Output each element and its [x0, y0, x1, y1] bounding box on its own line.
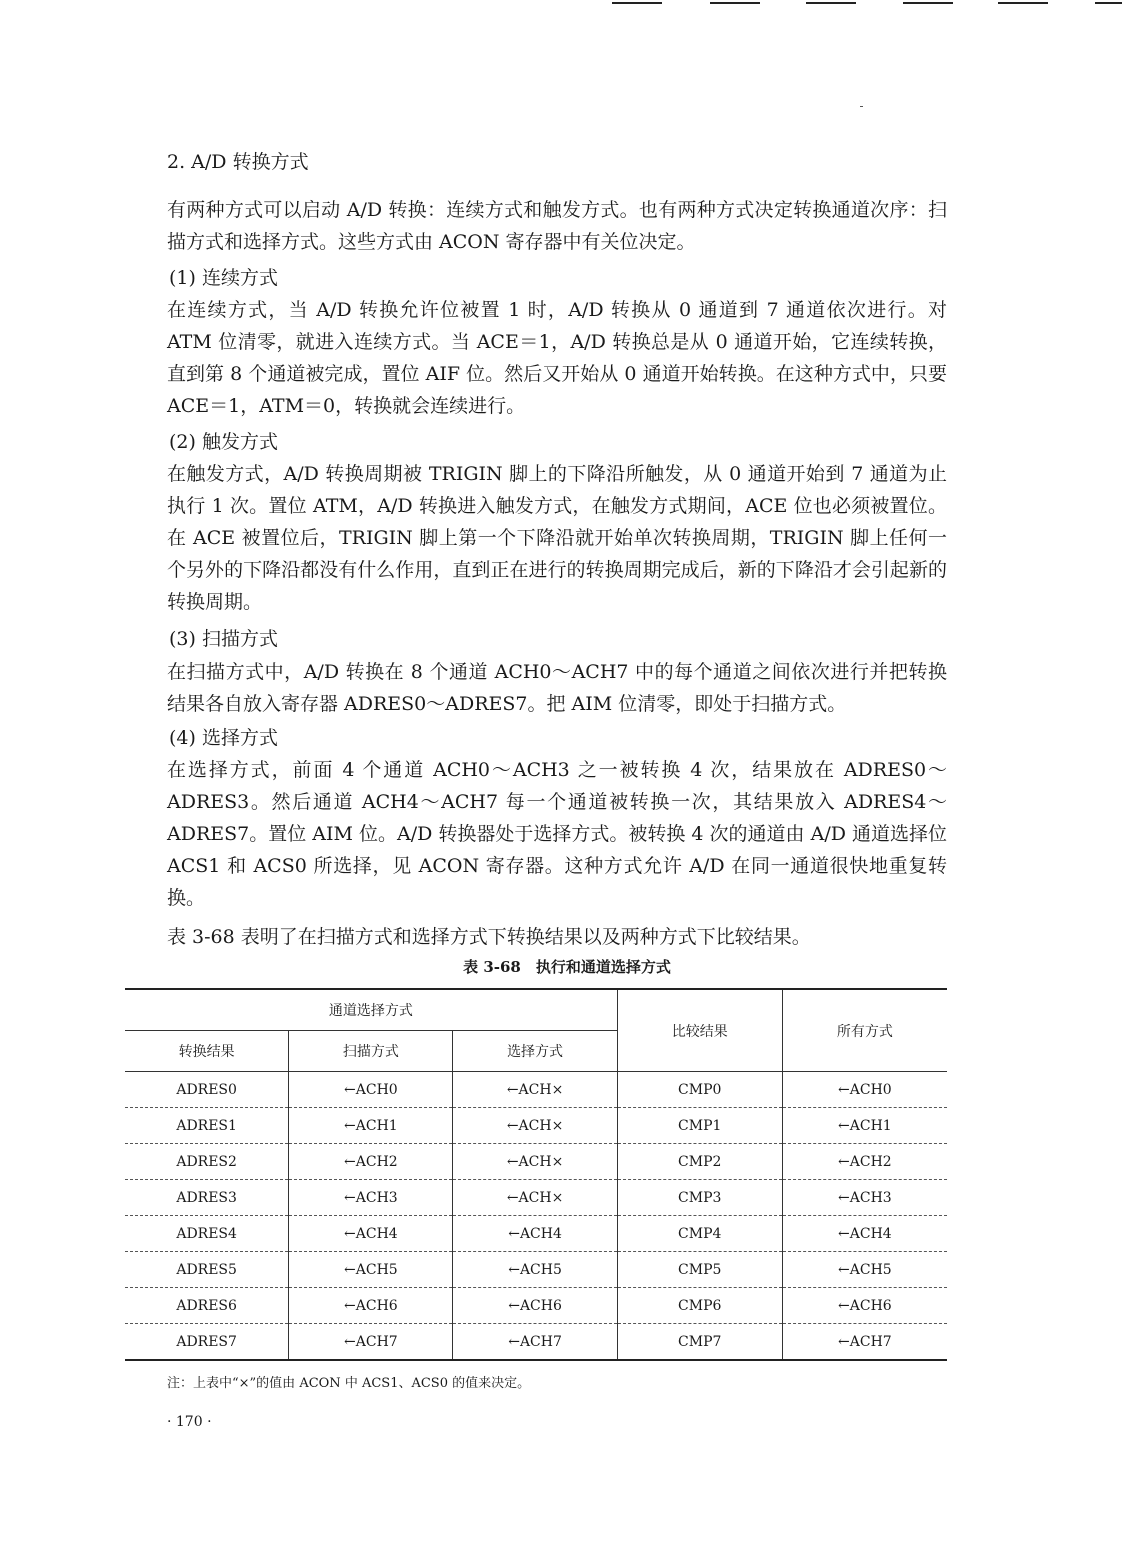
top-rule	[903, 2, 953, 4]
table-cell: ←ACH4	[289, 1216, 453, 1252]
table-cell: CMP3	[617, 1180, 782, 1216]
table-row	[125, 1216, 947, 1252]
paragraph-intro: 有两种方式可以启动 A/D 转换：连续方式和触发方式。也有两种方式决定转换通道次序：扫描方式和选择方式。这些方式由 ACON 寄存器中有关位决定。	[167, 199, 947, 253]
table-cell: ADRES1	[125, 1108, 289, 1144]
table-cell: ←ACH6	[289, 1288, 453, 1324]
table-cell: ←ACH2	[289, 1144, 453, 1180]
table-cell: ADRES2	[125, 1144, 289, 1180]
table-cell: ←ACH3	[289, 1180, 453, 1216]
table-cell: ←ACH1	[289, 1108, 453, 1144]
table-cell: ←ACH0	[289, 1072, 453, 1108]
table-cell: ←ACH4	[453, 1216, 617, 1252]
table-cell: CMP6	[617, 1288, 782, 1324]
header-compare-result: 比较结果	[617, 989, 782, 1072]
table-row	[125, 1288, 947, 1324]
table-cell: ←ACH7	[782, 1324, 947, 1361]
table-cell: ←ACH4	[782, 1216, 947, 1252]
table-cell: ←ACH2	[782, 1144, 947, 1180]
section-title: 2. A/D 转换方式	[167, 151, 309, 173]
paragraph-continuous: 在连续方式，当 A/D 转换允许位被置 1 时，A/D 转换从 0 通道到 7 通道依次进行。对 ATM 位清零，就进入连续方式。当 ACE＝1，A/D 转换总是从 0 通道开始，它连续转换，直到第 8 个通道被完成，置位 AIF 位。然后又开始从 0 通道开始转换。在这种方式中，只要 ACE＝1，ATM＝0，转换就会连续进行。	[167, 299, 947, 417]
scan-mark	[860, 106, 863, 107]
subheading-select: (4) 选择方式	[169, 727, 278, 749]
table-cell: ←ACH0	[782, 1072, 947, 1108]
table-cell: CMP4	[617, 1216, 782, 1252]
top-rule	[612, 2, 662, 4]
table-header-row	[125, 989, 947, 1031]
table-cell: ADRES7	[125, 1324, 289, 1361]
top-rule	[998, 2, 1048, 4]
table-row	[125, 1180, 947, 1216]
table-cell: ←ACH3	[782, 1180, 947, 1216]
table-row	[125, 1144, 947, 1180]
table-cell: ←ACH5	[782, 1252, 947, 1288]
table-cell: ADRES0	[125, 1072, 289, 1108]
table-cell: CMP2	[617, 1144, 782, 1180]
table-cell: ←ACH×	[453, 1144, 617, 1180]
channel-mode-table	[125, 988, 947, 1361]
table-cell: ←ACH6	[453, 1288, 617, 1324]
subheading-trigger: (2) 触发方式	[169, 431, 278, 453]
table-cell: ADRES5	[125, 1252, 289, 1288]
header-select-mode: 选择方式	[453, 1031, 617, 1072]
table-cell: ←ACH5	[289, 1252, 453, 1288]
subheading-continuous: (1) 连续方式	[169, 267, 278, 289]
page-number: · 170 ·	[167, 1414, 212, 1430]
top-rule	[710, 2, 760, 4]
table-cell: ←ACH1	[782, 1108, 947, 1144]
paragraph-trigger: 在触发方式，A/D 转换周期被 TRIGIN 脚上的下降沿所触发，从 0 通道开始到 7 通道为止执行 1 次。置位 ATM，A/D 转换进入触发方式，在触发方式期间，ACE 位也必须被置位。在 ACE 被置位后，TRIGIN 脚上第一个下降沿就开始单次转换周期，TRIGIN 脚上任何一个另外的下降沿都没有什么作用，直到正在进行的转换周期完成后，新的下降沿才会引起新的转换周期。	[167, 463, 947, 613]
paragraph-scan: 在扫描方式中，A/D 转换在 8 个通道 ACH0～ACH7 中的每个通道之间依次进行并把转换结果各自放入寄存器 ADRES0～ADRES7。把 AIM 位清零，即处于扫描方式。	[167, 661, 947, 715]
table-cell: ADRES6	[125, 1288, 289, 1324]
table-cell: ←ACH5	[453, 1252, 617, 1288]
table-row	[125, 1252, 947, 1288]
top-rule	[806, 2, 856, 4]
table-row	[125, 1108, 947, 1144]
table-cell: ADRES3	[125, 1180, 289, 1216]
top-rule	[1095, 2, 1122, 4]
group-header-channel-select: 通道选择方式	[125, 989, 617, 1031]
table-caption: 表 3-68 执行和通道选择方式	[463, 958, 671, 976]
paragraph-select: 在选择方式，前面 4 个通道 ACH0～ACH3 之一被转换 4 次，结果放在 ADRES0～ADRES3。然后通道 ACH4～ACH7 每一个通道被转换一次，其结果放入 ADRES4～ADRES7。置位 AIM 位。A/D 转换器处于选择方式。被转换 4 次的通道由 A/D 通道选择位 ACS1 和 ACS0 所选择，见 ACON 寄存器。这种方式允许 A/D 在同一通道很快地重复转换。	[167, 759, 947, 909]
table-cell: ←ACH×	[453, 1108, 617, 1144]
table-cell: ←ACH×	[453, 1180, 617, 1216]
table-cell: ←ACH×	[453, 1072, 617, 1108]
table-cell: CMP5	[617, 1252, 782, 1288]
paragraph-table-ref: 表 3-68 表明了在扫描方式和选择方式下转换结果以及两种方式下比较结果。	[167, 926, 811, 948]
table-note: 注：上表中“×”的值由 ACON 中 ACS1、ACS0 的值来决定。	[167, 1376, 531, 1391]
table-row	[125, 1324, 947, 1361]
table-cell: CMP1	[617, 1108, 782, 1144]
table-cell: ←ACH7	[453, 1324, 617, 1361]
table-cell: ←ACH6	[782, 1288, 947, 1324]
table-row	[125, 1072, 947, 1108]
header-conversion-result: 转换结果	[125, 1031, 289, 1072]
table-cell: CMP0	[617, 1072, 782, 1108]
table-cell: ADRES4	[125, 1216, 289, 1252]
subheading-scan: (3) 扫描方式	[169, 628, 278, 650]
table-cell: CMP7	[617, 1324, 782, 1361]
header-scan-mode: 扫描方式	[289, 1031, 453, 1072]
table-cell: ←ACH7	[289, 1324, 453, 1361]
header-all-modes: 所有方式	[782, 989, 947, 1072]
